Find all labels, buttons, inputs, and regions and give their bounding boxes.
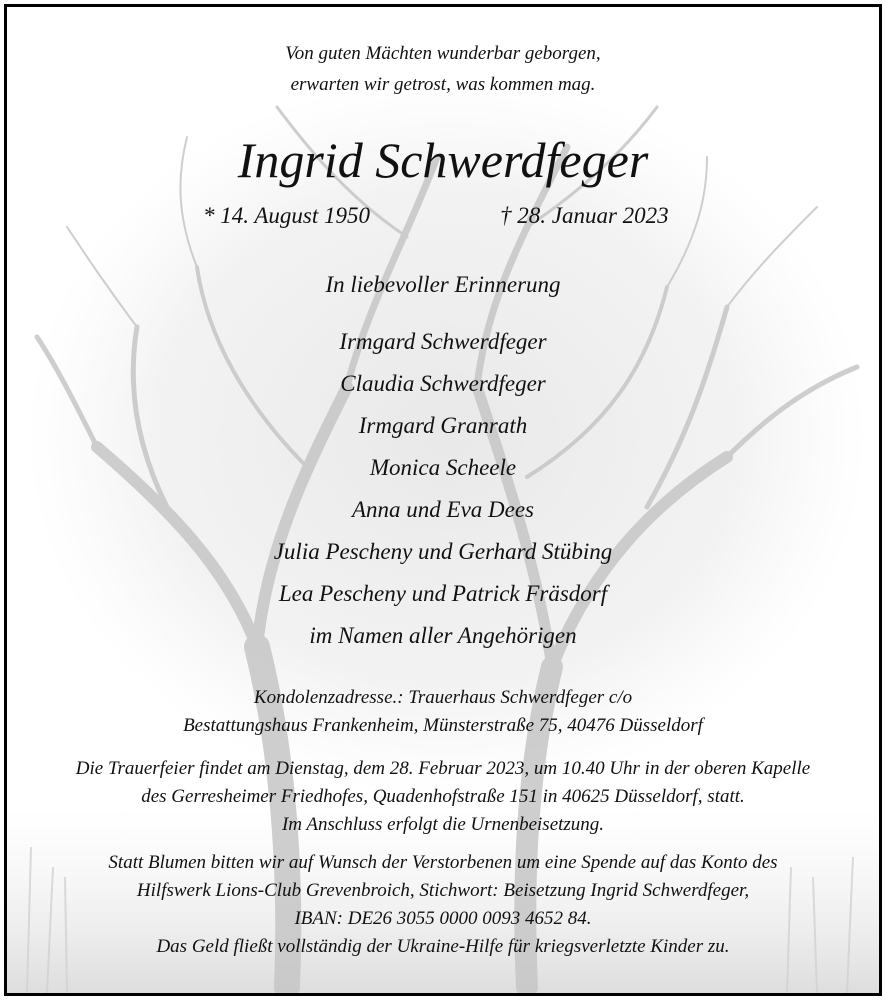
donation-line-1: Statt Blumen bitten wir auf Wunsch der Verstorbenen um eine Spende auf das Konto des (108, 852, 778, 873)
ceremony-line-1: Die Trauerfeier findet am Dienstag, dem 28. Februar 2023, um 10.40 Uhr in der oberen Kapelle (75, 758, 811, 779)
mourner-name: Monica Scheele (369, 455, 517, 480)
mourner-name: Irmgard Granrath (358, 413, 528, 438)
donation-line-2: Hilfswerk Lions-Club Grevenbroich, Stichwort: Beisetzung Ingrid Schwerdfeger, (136, 880, 750, 901)
ceremony-line-2: des Gerresheimer Friedhofes, Quadenhofstraße 151 in 40625 Düsseldorf, statt. (141, 786, 745, 807)
motto-line-2: erwarten wir getrost, was kommen mag. (290, 74, 596, 95)
mourners-closing: im Namen aller Angehörigen (309, 623, 577, 648)
motto-line-1: Von guten Mächten wunderbar geborgen, (285, 43, 601, 64)
death-date: † 28. Januar 2023 (500, 203, 669, 228)
condolence-address-line-1: Kondolenzadresse.: Trauerhaus Schwerdfeger c/o (253, 687, 633, 708)
mourner-name: Julia Pescheny und Gerhard Stübing (273, 539, 613, 564)
memory-heading: In liebevoller Erinnerung (325, 272, 561, 297)
mourner-name: Lea Pescheny und Patrick Fräsdorf (278, 581, 608, 606)
mourner-name: Claudia Schwerdfeger (340, 371, 546, 396)
ceremony-line-3: Im Anschluss erfolgt die Urnenbeisetzung. (281, 814, 605, 835)
mourner-name: Anna und Eva Dees (351, 497, 535, 522)
deceased-name: Ingrid Schwerdfeger (237, 132, 649, 188)
life-dates (7, 203, 879, 233)
donation-iban: IBAN: DE26 3055 0000 0093 4652 84. (294, 908, 592, 929)
obituary-frame (4, 4, 882, 996)
donation-line-4: Das Geld fließt vollständig der Ukraine-Hilfe für kriegsverletzte Kinder zu. (156, 936, 730, 957)
mourner-name: Irmgard Schwerdfeger (339, 329, 547, 354)
condolence-address-line-2: Bestattungshaus Frankenheim, Münsterstraße 75, 40476 Düsseldorf (183, 715, 703, 736)
birth-date: * 14. August 1950 (203, 203, 370, 228)
